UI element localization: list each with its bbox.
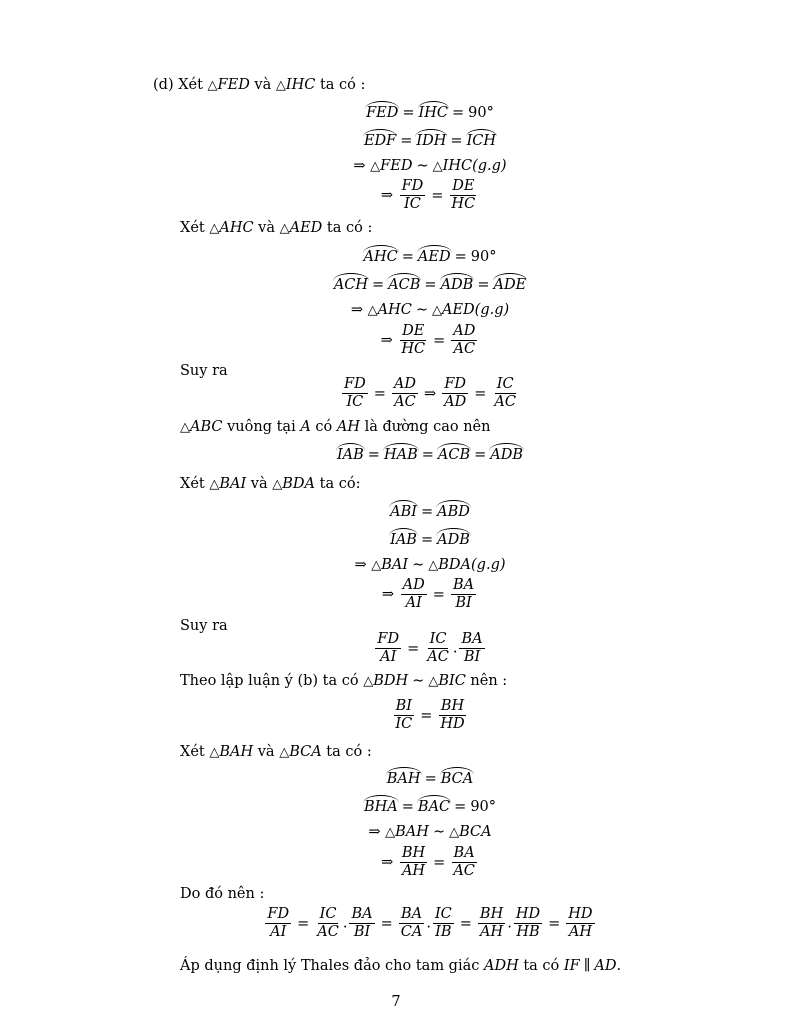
math-operator: = (420, 504, 434, 520)
text-run: Áp dụng định lý Thales đảo cho tam giác (180, 958, 484, 974)
math-symbol: (g.g) (471, 557, 506, 573)
triangle-icon: △ (363, 674, 374, 689)
triangle-name: BAI (381, 557, 409, 573)
text-run: ta có: (315, 476, 361, 492)
equation-line (0, 104, 792, 122)
math-operator: = (401, 799, 414, 815)
triangle-icon: △ (207, 78, 218, 93)
text-run: Xét (180, 476, 210, 492)
text-run: ta có (518, 958, 564, 974)
fraction-denominator: IC (346, 394, 364, 410)
fraction (315, 906, 341, 941)
triangle-icon: △ (180, 420, 190, 435)
fraction-numerator: HD (568, 906, 593, 922)
text-line (180, 672, 507, 691)
text-run: là đường cao nên (360, 419, 491, 435)
equation-line (0, 698, 792, 733)
math-operator: = (432, 586, 445, 603)
equation-line (0, 531, 792, 549)
triangle-icon: △ (428, 674, 439, 689)
math-operator: = (474, 447, 487, 463)
math-operator: 90° (470, 249, 497, 265)
angle-symbol: IHC (418, 105, 449, 121)
text-line (180, 885, 264, 903)
angle-symbol: ACB (437, 447, 471, 463)
fraction-numerator: IC (429, 631, 447, 647)
angle-symbol: BAC (417, 799, 451, 815)
math-operator: ⇒ (380, 187, 398, 204)
text-line (180, 743, 372, 762)
text-run: Theo lập luận ý (b) ta có (180, 673, 364, 689)
fraction (399, 906, 425, 941)
text-line (180, 957, 621, 975)
angle-symbol: BCA (440, 771, 474, 787)
angle-symbol: BAH (386, 771, 421, 787)
fraction (566, 906, 594, 941)
triangle-name: BAI (219, 476, 247, 492)
fraction (478, 906, 505, 941)
triangle-name: BAH (219, 744, 254, 760)
math-operator: = (459, 915, 472, 932)
equation-line (0, 248, 792, 266)
equation-line (0, 577, 792, 612)
triangle-name: BAH (395, 824, 429, 840)
text-run: ta có : (321, 744, 372, 760)
math-operator: = (401, 249, 414, 265)
text-run: Suy ra (180, 618, 228, 634)
text-run: . (616, 958, 622, 974)
math-operator: = (297, 915, 310, 932)
fraction-numerator: BI (395, 698, 412, 714)
fraction-denominator: AD (444, 394, 467, 410)
math-operator: = (420, 532, 434, 548)
fraction-numerator: BA (461, 631, 483, 647)
triangle-icon: △ (209, 221, 220, 236)
triangle-name: AED (289, 220, 323, 236)
fraction-denominator: AC (317, 924, 339, 940)
fraction-denominator: AH (480, 924, 504, 940)
equation-line (0, 906, 792, 941)
math-operator: = (474, 385, 487, 402)
fraction-denominator: IB (435, 924, 452, 940)
fraction-numerator: FD (444, 376, 467, 392)
fraction (400, 178, 426, 213)
math-operator: = (424, 771, 437, 787)
math-operator: ∥ (583, 958, 591, 974)
math-operator: ⇒ (381, 854, 398, 871)
triangle-icon: △ (432, 159, 443, 174)
text-run: ta có : (322, 220, 373, 236)
angle-symbol: ADB (490, 447, 524, 463)
triangle-name: AHC (219, 220, 254, 236)
equation-line (0, 770, 792, 788)
fraction (492, 376, 518, 411)
math-operator: = (380, 915, 393, 932)
triangle-icon: △ (209, 745, 220, 760)
angle-symbol: ADE (493, 277, 527, 293)
text-run: và (249, 77, 276, 93)
fraction (442, 376, 468, 411)
angle-symbol: AHC (363, 249, 398, 265)
text-line (180, 418, 490, 437)
triangle-name: AED (441, 302, 475, 318)
text-run: Xét (180, 744, 210, 760)
text-line (153, 76, 365, 95)
math-operator: = (452, 105, 465, 121)
fraction-numerator: DE (452, 178, 475, 194)
math-operator: = (407, 640, 420, 657)
text-run: Do đó nên : (180, 886, 265, 902)
math-symbol: (g.g) (472, 158, 507, 174)
math-operator: = (548, 915, 561, 932)
angle-symbol: ADB (437, 532, 470, 548)
triangle-icon: △ (209, 477, 220, 492)
triangle-icon: △ (275, 78, 286, 93)
triangle-name: BIC (438, 673, 466, 689)
fraction (375, 631, 401, 666)
fraction-numerator: AD (402, 577, 425, 593)
equation-line (0, 276, 792, 294)
triangle-name: IHC (285, 77, 316, 93)
fraction-numerator: BA (400, 906, 423, 922)
equation-line (0, 157, 792, 176)
triangle-name: BDA (282, 476, 316, 492)
equation-line (0, 845, 792, 880)
fraction-numerator: IC (434, 906, 452, 922)
fraction-numerator: BH (479, 906, 504, 922)
fraction-denominator: AH (568, 924, 592, 940)
fraction-numerator: IC (319, 906, 337, 922)
math-operator: ∼ (412, 673, 425, 689)
angle-symbol: ADB (440, 277, 474, 293)
fraction-denominator: AC (427, 649, 449, 665)
triangle-name: BCA (289, 744, 322, 760)
triangle-name: AHC (377, 302, 412, 318)
fraction-numerator: AD (393, 376, 416, 392)
math-operator: ⇒ (380, 332, 398, 349)
triangle-icon: △ (370, 159, 381, 174)
fraction-denominator: AC (494, 394, 516, 410)
fraction-denominator: BI (463, 649, 481, 665)
fraction-denominator: HC (401, 341, 426, 357)
triangle-name: BDH (373, 673, 409, 689)
fraction-numerator: BA (351, 906, 373, 922)
fraction-numerator: BH (440, 698, 465, 714)
angle-symbol: ACB (388, 277, 421, 293)
fraction-numerator: FD (267, 906, 290, 922)
fraction-denominator: AI (405, 595, 422, 611)
text-run: và (253, 744, 280, 760)
fraction-denominator: CA (400, 924, 423, 940)
text-run: vuông tại (222, 419, 301, 435)
fraction (425, 631, 451, 666)
math-operator: = (373, 385, 386, 402)
text-run: và (246, 476, 273, 492)
fraction (400, 845, 427, 880)
math-operator: = (454, 249, 467, 265)
text-run: (d) Xét (153, 77, 208, 93)
fraction (433, 906, 454, 941)
math-operator: ⇒ (381, 586, 399, 603)
fraction-denominator: HB (516, 924, 540, 940)
equation-line (0, 823, 792, 842)
fraction-denominator: IC (395, 716, 413, 732)
math-operator: . (342, 915, 348, 932)
equation-line (0, 631, 792, 666)
equation-line (0, 376, 792, 411)
triangle-icon: △ (272, 477, 283, 492)
triangle-icon: △ (367, 303, 378, 318)
math-operator: ⇒ (353, 158, 371, 174)
text-run: nên : (465, 673, 508, 689)
triangle-name: IHC (442, 158, 473, 174)
triangle-icon: △ (371, 558, 382, 573)
fraction (438, 698, 466, 733)
fraction (451, 845, 477, 880)
math-operator: = (431, 187, 444, 204)
fraction (401, 577, 427, 612)
fraction-denominator: IC (404, 196, 421, 212)
math-operator: . (507, 915, 512, 932)
math-operator: = (433, 854, 446, 871)
fraction (399, 323, 427, 358)
fraction-numerator: BA (452, 577, 475, 593)
math-operator: = (454, 799, 467, 815)
page-number: 7 (391, 994, 401, 1010)
fraction-denominator: AC (394, 394, 416, 410)
math-operator: = (400, 133, 413, 149)
math-operator: 90° (468, 105, 494, 121)
fraction-denominator: BI (353, 924, 371, 940)
math-operator: = (367, 447, 380, 463)
text-run: có (310, 419, 337, 435)
angle-symbol: AED (417, 249, 451, 265)
math-operator: ∼ (415, 302, 428, 318)
triangle-name: FED (217, 77, 250, 93)
angle-symbol: FED (366, 105, 399, 121)
fraction-denominator: AI (380, 649, 397, 665)
equation-line (0, 132, 792, 150)
fraction-numerator: BH (401, 845, 426, 861)
math-symbol: IF (563, 958, 580, 974)
text-run: Xét (180, 220, 210, 236)
fraction (449, 178, 477, 213)
fraction-denominator: AH (401, 863, 426, 879)
triangle-name: ABC (190, 419, 223, 435)
math-operator: 90° (470, 799, 497, 815)
angle-symbol: EDF (363, 133, 397, 149)
fraction-numerator: FD (377, 631, 400, 647)
math-operator: ⇒ (350, 302, 368, 318)
fraction-numerator: FD (401, 178, 424, 194)
fraction (451, 577, 476, 612)
math-operator: = (420, 707, 433, 724)
fraction-denominator: HC (451, 196, 476, 212)
fraction (392, 376, 418, 411)
math-operator: = (450, 133, 463, 149)
math-operator: = (424, 277, 437, 293)
triangle-icon: △ (385, 825, 396, 840)
fraction-denominator: AC (453, 863, 475, 879)
text-run: và (253, 220, 280, 236)
equation-line (0, 301, 792, 320)
fraction-numerator: HD (515, 906, 541, 922)
math-operator: . (452, 640, 458, 657)
equation-line (0, 178, 792, 213)
math-symbol: AH (336, 419, 361, 435)
triangle-icon: △ (279, 221, 290, 236)
fraction (393, 698, 414, 733)
angle-symbol: HAB (383, 447, 418, 463)
angle-symbol: IDH (416, 133, 447, 149)
fraction-denominator: HD (440, 716, 465, 732)
equation-line (0, 503, 792, 521)
math-symbol: ADH (483, 958, 519, 974)
triangle-name: FED (380, 158, 413, 174)
math-operator: ⇒ (354, 557, 372, 573)
math-operator: ⇒ (423, 385, 437, 402)
equation-line (0, 446, 792, 464)
angle-symbol: IAB (336, 447, 364, 463)
angle-symbol: ACH (333, 277, 369, 293)
text-run: Suy ra (180, 363, 228, 379)
fraction-numerator: AD (453, 323, 476, 339)
triangle-icon: △ (279, 745, 290, 760)
angle-symbol: ABD (437, 504, 470, 520)
math-operator: ⇒ (368, 824, 386, 840)
triangle-name: BDA (438, 557, 472, 573)
triangle-name: BCA (459, 824, 492, 840)
triangle-icon: △ (431, 303, 442, 318)
angle-symbol: IAB (390, 532, 417, 548)
angle-symbol: ABI (390, 504, 417, 520)
math-symbol: AD (594, 958, 617, 974)
equation-line (0, 556, 792, 575)
fraction (349, 906, 374, 941)
fraction-denominator: AC (453, 341, 476, 357)
fraction-denominator: BI (455, 595, 472, 611)
math-operator: ∼ (432, 824, 446, 840)
math-operator: = (433, 332, 446, 349)
math-operator: . (426, 915, 431, 932)
math-symbol: A (300, 419, 311, 435)
math-operator: = (402, 105, 415, 121)
math-symbol: (g.g) (474, 302, 510, 318)
angle-symbol: ICH (466, 133, 497, 149)
triangle-icon: △ (449, 825, 460, 840)
equation-line (0, 798, 792, 816)
fraction (514, 906, 542, 941)
fraction-numerator: DE (402, 323, 425, 339)
math-operator: = (477, 277, 490, 293)
text-line (180, 219, 372, 238)
fraction (265, 906, 291, 941)
math-operator: ∼ (412, 557, 425, 573)
text-run: ta có : (315, 77, 366, 93)
fraction-numerator: FD (344, 376, 366, 392)
angle-symbol: BHA (363, 799, 398, 815)
fraction (342, 376, 368, 411)
text-line (180, 475, 360, 494)
math-operator: ∼ (416, 158, 429, 174)
fraction-numerator: BA (453, 845, 475, 861)
fraction-numerator: IC (496, 376, 514, 392)
fraction-denominator: AI (270, 924, 287, 940)
fraction (459, 631, 484, 666)
math-operator: = (372, 277, 385, 293)
equation-line (0, 323, 792, 358)
triangle-icon: △ (428, 558, 439, 573)
math-operator: = (421, 447, 434, 463)
fraction (451, 323, 477, 358)
